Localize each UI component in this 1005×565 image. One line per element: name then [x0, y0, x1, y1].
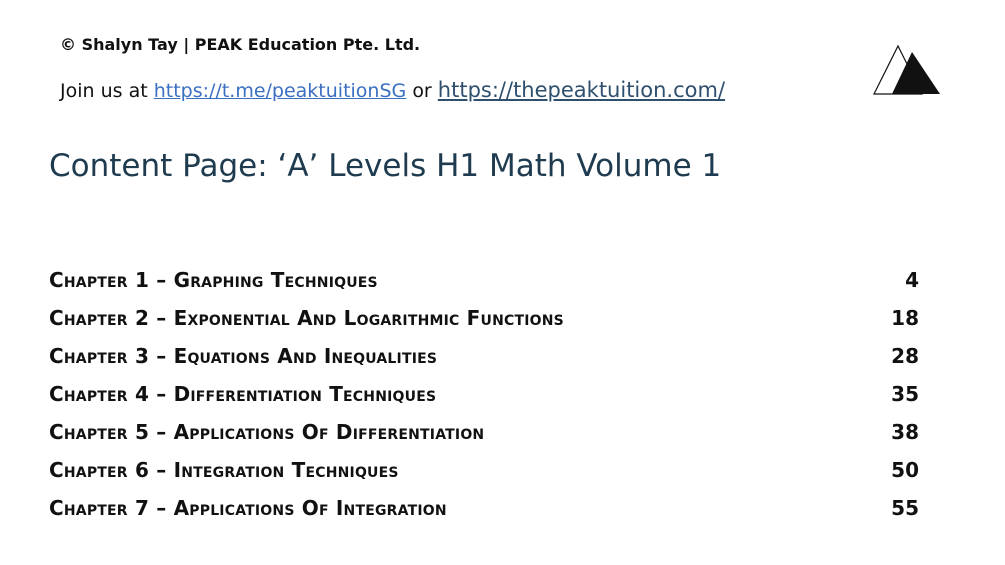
- join-or: or: [412, 80, 432, 102]
- peak-mountain-logo-icon: [872, 42, 942, 96]
- chapter-label: Chapter 1 – Graphing Techniques: [49, 268, 378, 292]
- chapter-label: Chapter 7 – Applications Of Integration: [49, 496, 447, 520]
- join-prefix: Join us at: [60, 80, 148, 102]
- table-of-contents: [49, 268, 919, 534]
- chapter-page-number: 55: [891, 496, 919, 520]
- chapter-page-number: 35: [891, 382, 919, 406]
- join-line: [60, 78, 725, 102]
- chapter-page-number: 38: [891, 420, 919, 444]
- toc-row-chapter-7[interactable]: [49, 496, 919, 534]
- chapter-label: Chapter 2 – Exponential And Logarithmic Functions: [49, 306, 564, 330]
- chapter-label: Chapter 4 – Differentiation Techniques: [49, 382, 437, 406]
- page-title: Content Page: ‘A’ Levels H1 Math Volume 1: [49, 148, 722, 184]
- copyright-line: © Shalyn Tay | PEAK Education Pte. Ltd.: [60, 35, 421, 54]
- toc-row-chapter-6[interactable]: [49, 458, 919, 496]
- chapter-page-number: 28: [891, 344, 919, 368]
- toc-row-chapter-4[interactable]: [49, 382, 919, 420]
- telegram-link[interactable]: https://t.me/peaktuitionSG: [153, 80, 407, 102]
- toc-row-chapter-1[interactable]: [49, 268, 919, 306]
- toc-row-chapter-3[interactable]: [49, 344, 919, 382]
- toc-row-chapter-5[interactable]: [49, 420, 919, 458]
- chapter-label: Chapter 3 – Equations And Inequalities: [49, 344, 438, 368]
- chapter-label: Chapter 5 – Applications Of Differentiation: [49, 420, 485, 444]
- chapter-page-number: 18: [891, 306, 919, 330]
- website-link[interactable]: https://thepeaktuition.com/: [437, 78, 726, 102]
- chapter-page-number: 4: [905, 268, 919, 292]
- chapter-page-number: 50: [891, 458, 919, 482]
- chapter-label: Chapter 6 – Integration Techniques: [49, 458, 399, 482]
- toc-row-chapter-2[interactable]: [49, 306, 919, 344]
